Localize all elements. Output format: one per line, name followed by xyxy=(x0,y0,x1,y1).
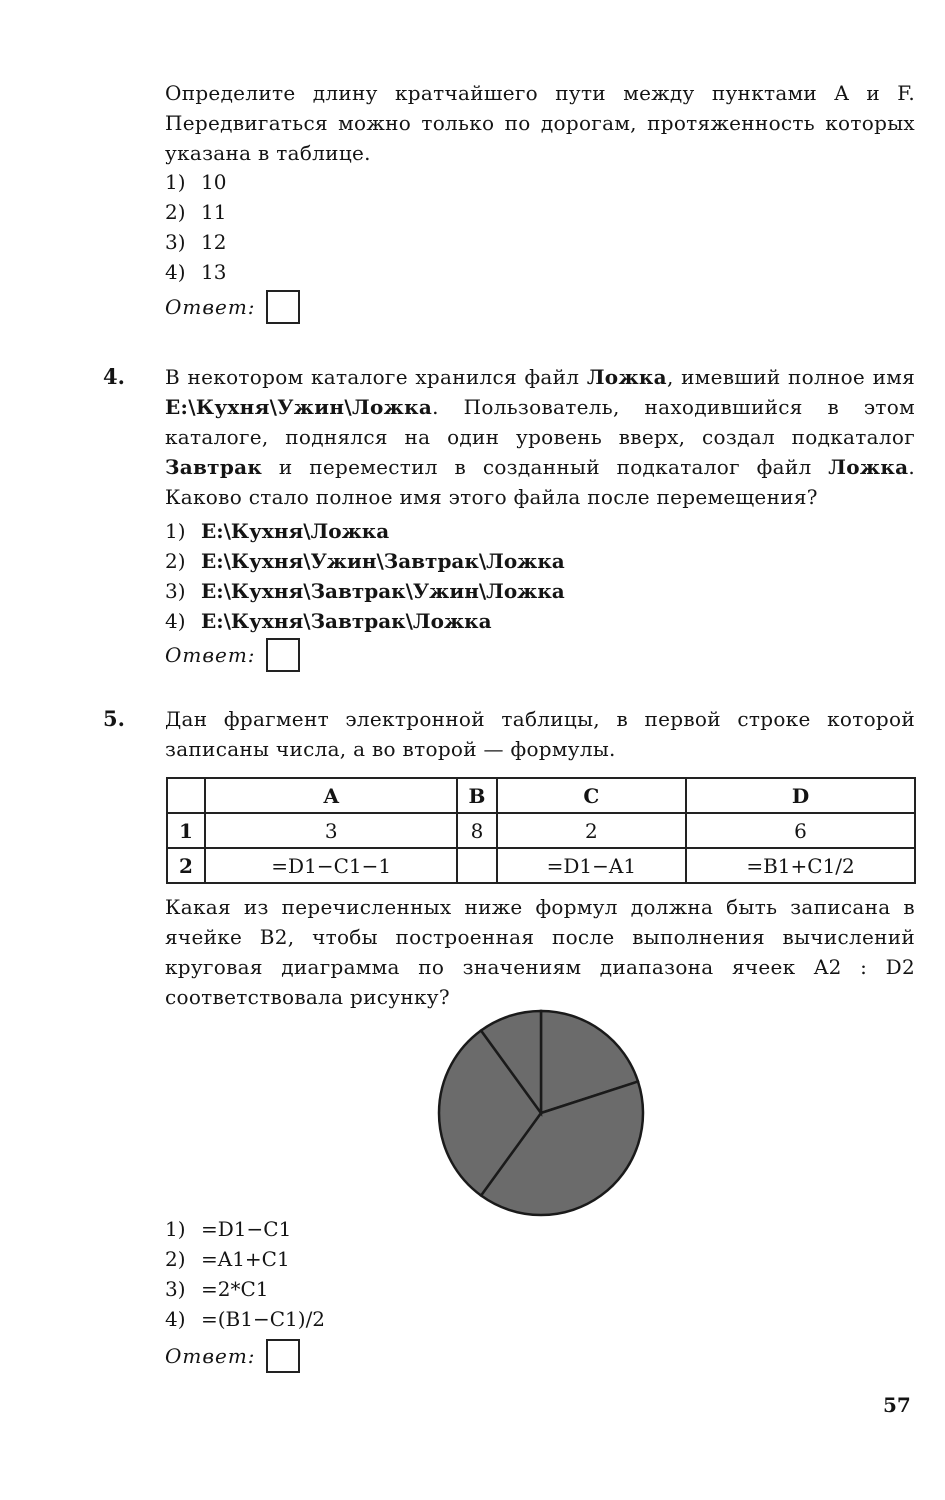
q3-option-3: 3) 12 xyxy=(165,230,227,254)
q4-option-1: 1) E:\Кухня\Ложка xyxy=(165,519,390,543)
q4-answer xyxy=(165,638,300,672)
q3-option-4: 4) 13 xyxy=(165,260,227,284)
table-row xyxy=(167,848,915,883)
q5-option-4: 4) =(B1−C1)/2 xyxy=(165,1307,326,1331)
q4-text: В некотором каталоге хранился файл Ложка, имевший полное имя E:\Кухня\Ужин\Ложка. Пользователь, находившийся в этом каталоге, поднялся на один уровень вверх, создал подкаталог Завтрак и переместил в созданный подкаталог файл Ложка. Каково стало полное имя этого файла после перемещения? xyxy=(165,365,915,509)
table-cell: =B1+C1/2 xyxy=(686,848,915,883)
table-cell: =D1−C1−1 xyxy=(205,848,457,883)
q5-option-3: 3) =2*C1 xyxy=(165,1277,269,1301)
table-header-row xyxy=(167,778,915,813)
q3-option-1: 1) 10 xyxy=(165,170,227,194)
q4-option-3: 3) E:\Кухня\Завтрак\Ужин\Ложка xyxy=(165,579,565,603)
column-header: D xyxy=(686,778,915,813)
q5-answer-label: Ответ: xyxy=(165,1344,256,1368)
q5-number: 5. xyxy=(103,706,125,731)
q3-answer xyxy=(165,290,300,324)
corner-cell xyxy=(167,778,205,813)
row-header: 2 xyxy=(167,848,205,883)
q5-option-2: 2) =A1+C1 xyxy=(165,1247,290,1271)
spreadsheet-table xyxy=(166,777,916,884)
table-row xyxy=(167,813,915,848)
q5-option-1: 1) =D1−C1 xyxy=(165,1217,292,1241)
table-cell: 3 xyxy=(205,813,457,848)
q5-answer-box[interactable] xyxy=(266,1339,300,1373)
table-cell: 6 xyxy=(686,813,915,848)
row-header: 1 xyxy=(167,813,205,848)
q3-answer-label: Ответ: xyxy=(165,295,256,319)
table-cell xyxy=(457,848,496,883)
table-cell: 8 xyxy=(457,813,496,848)
q5-answer xyxy=(165,1339,300,1373)
q4-number: 4. xyxy=(103,364,125,389)
page-number: 57 xyxy=(883,1393,911,1417)
q3-answer-box[interactable] xyxy=(266,290,300,324)
q4-option-4: 4) E:\Кухня\Завтрак\Ложка xyxy=(165,609,492,633)
q3-text: Определите длину кратчайшего пути между пунктами A и F. Передвигаться можно только по дорогам, протяженность которых указана в таблице. xyxy=(165,81,915,165)
q4-answer-box[interactable] xyxy=(266,638,300,672)
column-header: A xyxy=(205,778,457,813)
q4-answer-label: Ответ: xyxy=(165,643,256,667)
q3-option-2: 2) 11 xyxy=(165,200,227,224)
pie-chart xyxy=(436,1008,646,1218)
table-cell: =D1−A1 xyxy=(497,848,687,883)
q5-intro: Дан фрагмент электронной таблицы, в первой строке которой записаны числа, а во второй — формулы. xyxy=(165,707,915,761)
table-cell: 2 xyxy=(497,813,687,848)
q5-question: Какая из перечисленных ниже формул должна быть записана в ячейке B2, чтобы построенная после выполнения вычислений круговая диаграмма по значениям диапазона ячеек A2 : D2 соответствовала рисунку? xyxy=(165,895,915,1009)
column-header: C xyxy=(497,778,687,813)
column-header: B xyxy=(457,778,496,813)
q4-option-2: 2) E:\Кухня\Ужин\Завтрак\Ложка xyxy=(165,549,565,573)
